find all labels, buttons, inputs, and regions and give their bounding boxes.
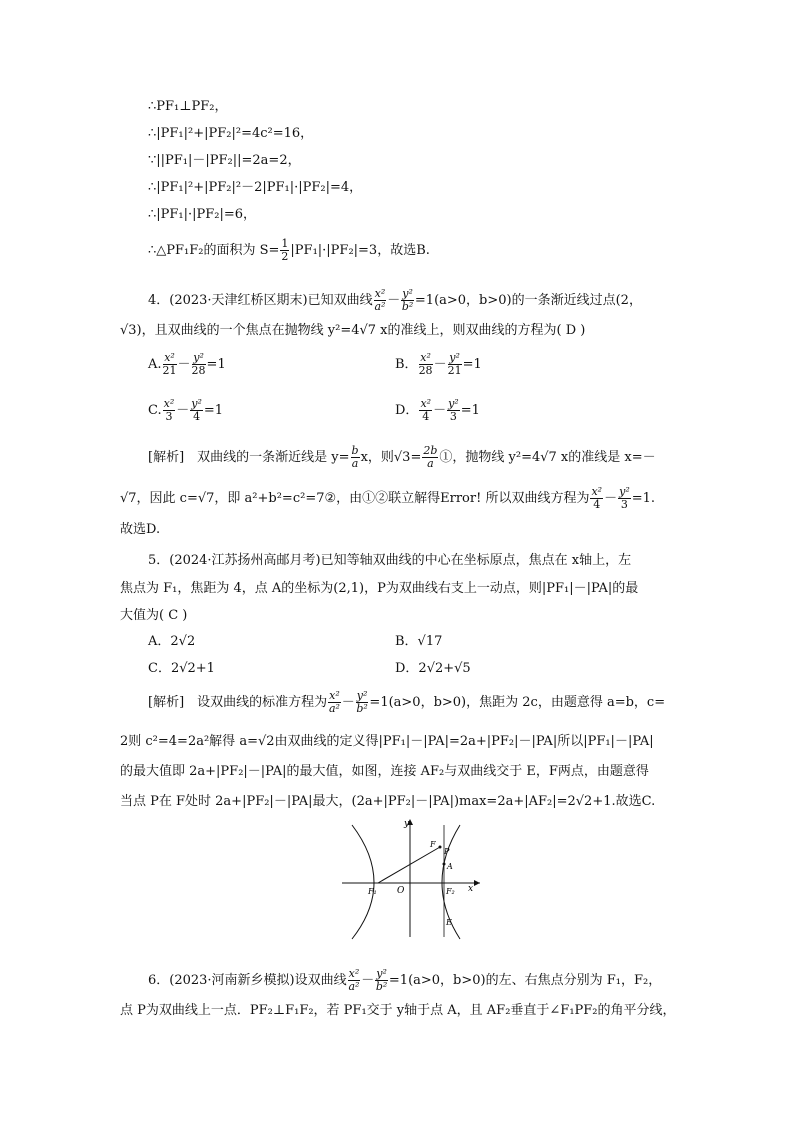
- q4-stem: 4．(2023·天津红桥区期末)已知双曲线 $\frac{\text{x²}}{\text{a²}}$ － $\frac{\text{y²}}{\text{b²}}$ =1(a>0，b>0)的一条渐近线过点(2，: [148, 287, 642, 313]
- q4-option-a: A. $\frac{\text{x²}}{21}$ － $\frac{\text{y²}}{28}$ =1: [148, 351, 226, 377]
- q5-solution-line4: 当点 P在 F处时 2a+|PF₂|－|PA|最大，(2a+|PF₂|－|PA|)max=2a+|AF₂|=2√2+1.故选C.: [120, 794, 656, 809]
- point-a: [443, 863, 446, 866]
- proof-line-6-post: |PF₁|·|PF₂|=3，故选B.: [290, 243, 430, 258]
- proof-line-3: ∵||PF₁|－|PF₂||=2a=2，: [148, 153, 301, 168]
- label-e: E: [446, 918, 452, 927]
- proof-line-6-pre: ∴△PF₁F₂的面积为 S=: [148, 243, 280, 258]
- q4-option-d: D． $\frac{\text{x²}}{4}$ － $\frac{\text{y²}}{3}$ =1: [395, 397, 480, 423]
- fraction-half: $\frac{1}{2}$: [281, 237, 289, 263]
- hyperbola-figure: [334, 817, 484, 942]
- q5-solution-line2: 2则 c²=4=2a²解得 a=√2由双曲线的定义得|PF₁|－|PA|=2a+|PF₂|－|PA|所以|PF₁|－|PA|: [120, 734, 654, 749]
- q5-option-b: B．√17: [395, 634, 443, 649]
- left-branch: [352, 825, 374, 939]
- label-f: F: [430, 840, 436, 849]
- q4-stem-line2: √3)，且双曲线的一个焦点在抛物线 y²=4√7 x的准线上，则双曲线的方程为( D ): [120, 323, 586, 338]
- proof-line-1: ∴PF₁⊥PF₂，: [148, 99, 228, 114]
- q5-option-c: C．2√2+1: [148, 661, 215, 676]
- label-x: x: [468, 884, 474, 894]
- label-y: y: [404, 819, 410, 829]
- q5-stem-line3: 大值为( C ): [120, 608, 188, 623]
- fraction-y2-b2: $\frac{\text{y²}}{\text{b²}}$: [401, 287, 414, 313]
- segment-f1-p: [378, 847, 440, 883]
- label-o: O: [397, 886, 405, 896]
- label-f1: F₁: [368, 887, 377, 896]
- x-axis-arrow: [474, 880, 480, 886]
- label-a: A: [447, 862, 453, 871]
- q6-stem-line2: 点 P为双曲线上一点．PF₂⊥F₁F₂，若 PF₁交于 y轴于点 A，且 AF₂垂直于∠F₁PF₂的角平分线，: [120, 1003, 676, 1018]
- q5-option-d: D．2√2+√5: [395, 661, 471, 676]
- q4-solution-line1: [解析] 双曲线的一条渐近线是 y= $\frac{b}{a}$ x，则√3= $\frac{2b}{a}$ ①，抛物线 y²=4√7 x的准线是 x=－: [148, 444, 656, 470]
- q5-solution-line3: 的最大值即 2a+|PF₂|－|PA|的最大值，如图，连接 AF₂与双曲线交于 E，F两点，由题意得: [120, 764, 649, 779]
- point-p: [439, 846, 442, 849]
- proof-line-4: ∴|PF₁|²+|PF₂|²－2|PF₁|·|PF₂|=4，: [148, 180, 363, 195]
- q4-option-c: C. $\frac{\text{x²}}{3}$ － $\frac{\text{y²}}{4}$ =1: [148, 397, 224, 423]
- q5-option-a: A．2√2: [148, 634, 196, 649]
- q5-stem-line2: 焦点为 F₁，焦距为 4，点 A的坐标为(2,1)，P为双曲线右支上一动点，则|PF₁|－|PA|的最: [120, 581, 639, 596]
- q4-solution-line2: √7，因此 c=√7，即 a²+b²=c²=7②，由①②联立解得Error! 所以双曲线方程为 $\frac{\text{x²}}{4}$ － $\frac{\text{y²}}{3}$ =1.: [120, 485, 656, 511]
- q5-solution-line1: [解析] 设双曲线的标准方程为 $\frac{\text{x²}}{\text{a²}}$ － $\frac{\text{y²}}{\text{b²}}$ =1(a>0，b>0)，焦距为 2c，由题意得 a=b，c=: [148, 689, 666, 715]
- proof-line-2: ∴|PF₁|²+|PF₂|²=4c²=16，: [148, 126, 314, 141]
- label-f2: F₂: [446, 887, 455, 896]
- proof-line-5: ∴|PF₁|·|PF₂|=6，: [148, 207, 257, 222]
- q6-stem: 6．(2023·河南新乡模拟)设双曲线 $\frac{\text{x²}}{\text{a²}}$ － $\frac{\text{y²}}{\text{b²}}$ =1(a>0，b>0)的左、右焦点分别为 F₁，F₂，: [148, 967, 662, 993]
- q5-stem-line1: 5．(2024·江苏扬州高邮月考)已知等轴双曲线的中心在坐标原点，焦点在 x轴上，左: [148, 553, 632, 568]
- fraction-x2-a2: $\frac{\text{x²}}{\text{a²}}$: [374, 287, 386, 313]
- q4-solution-line3: 故选D.: [120, 522, 161, 537]
- q4-option-b: B． $\frac{\text{x²}}{28}$ － $\frac{\text{y²}}{21}$ =1: [395, 351, 482, 377]
- proof-line-6: [148, 238, 430, 263]
- label-p: P: [444, 847, 450, 856]
